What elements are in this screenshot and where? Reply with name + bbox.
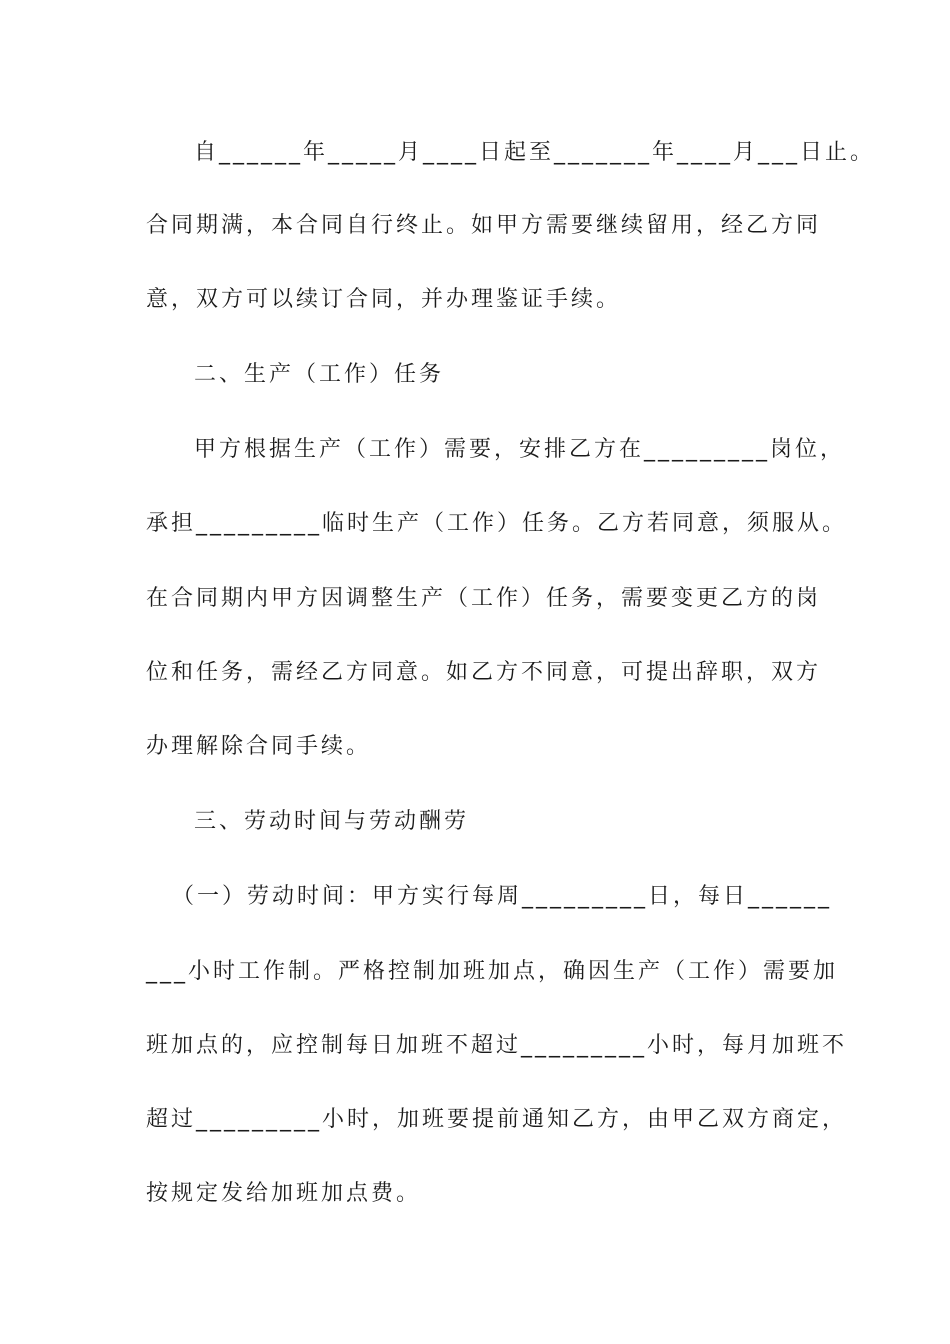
section-heading-working-hours: 三、劳动时间与劳动酬劳	[194, 809, 470, 834]
overtime-daily-limit-line: 班加点的，应控制每日加班不超过_________小时，每月加班不	[146, 1033, 848, 1058]
working-hours-line: （一）劳动时间：甲方实行每周_________日，每日______	[172, 884, 833, 909]
overtime-monthly-limit-line: 超过_________小时，加班要提前通知乙方，由甲乙双方商定，	[146, 1107, 848, 1132]
contract-renewal-line: 意，双方可以续订合同，并办理鉴证手续。	[146, 287, 622, 312]
task-undertake-line: 承担_________临时生产（工作）任务。乙方若同意，须服从。	[146, 511, 848, 536]
overtime-control-line: ___小时工作制。严格控制加班加点，确因生产（工作）需要加	[146, 959, 839, 984]
task-assignment-line: 甲方根据生产（工作）需要，安排乙方在_________岗位，	[194, 437, 846, 462]
section-heading-production-tasks: 二、生产（工作）任务	[194, 362, 445, 387]
task-adjustment-line: 在合同期内甲方因调整生产（工作）任务，需要变更乙方的岗	[146, 586, 822, 611]
contract-expiry-line: 合同期满，本合同自行终止。如甲方需要继续留用，经乙方同	[146, 213, 822, 238]
task-consent-line: 位和任务，需经乙方同意。如乙方不同意，可提出辞职，双方	[146, 660, 822, 685]
overtime-pay-line: 按规定发给加班加点费。	[146, 1181, 422, 1206]
term-period-line: 自______年_____月____日起至_______年____月___日止。	[194, 140, 876, 165]
contract-termination-line: 办理解除合同手续。	[146, 734, 372, 759]
